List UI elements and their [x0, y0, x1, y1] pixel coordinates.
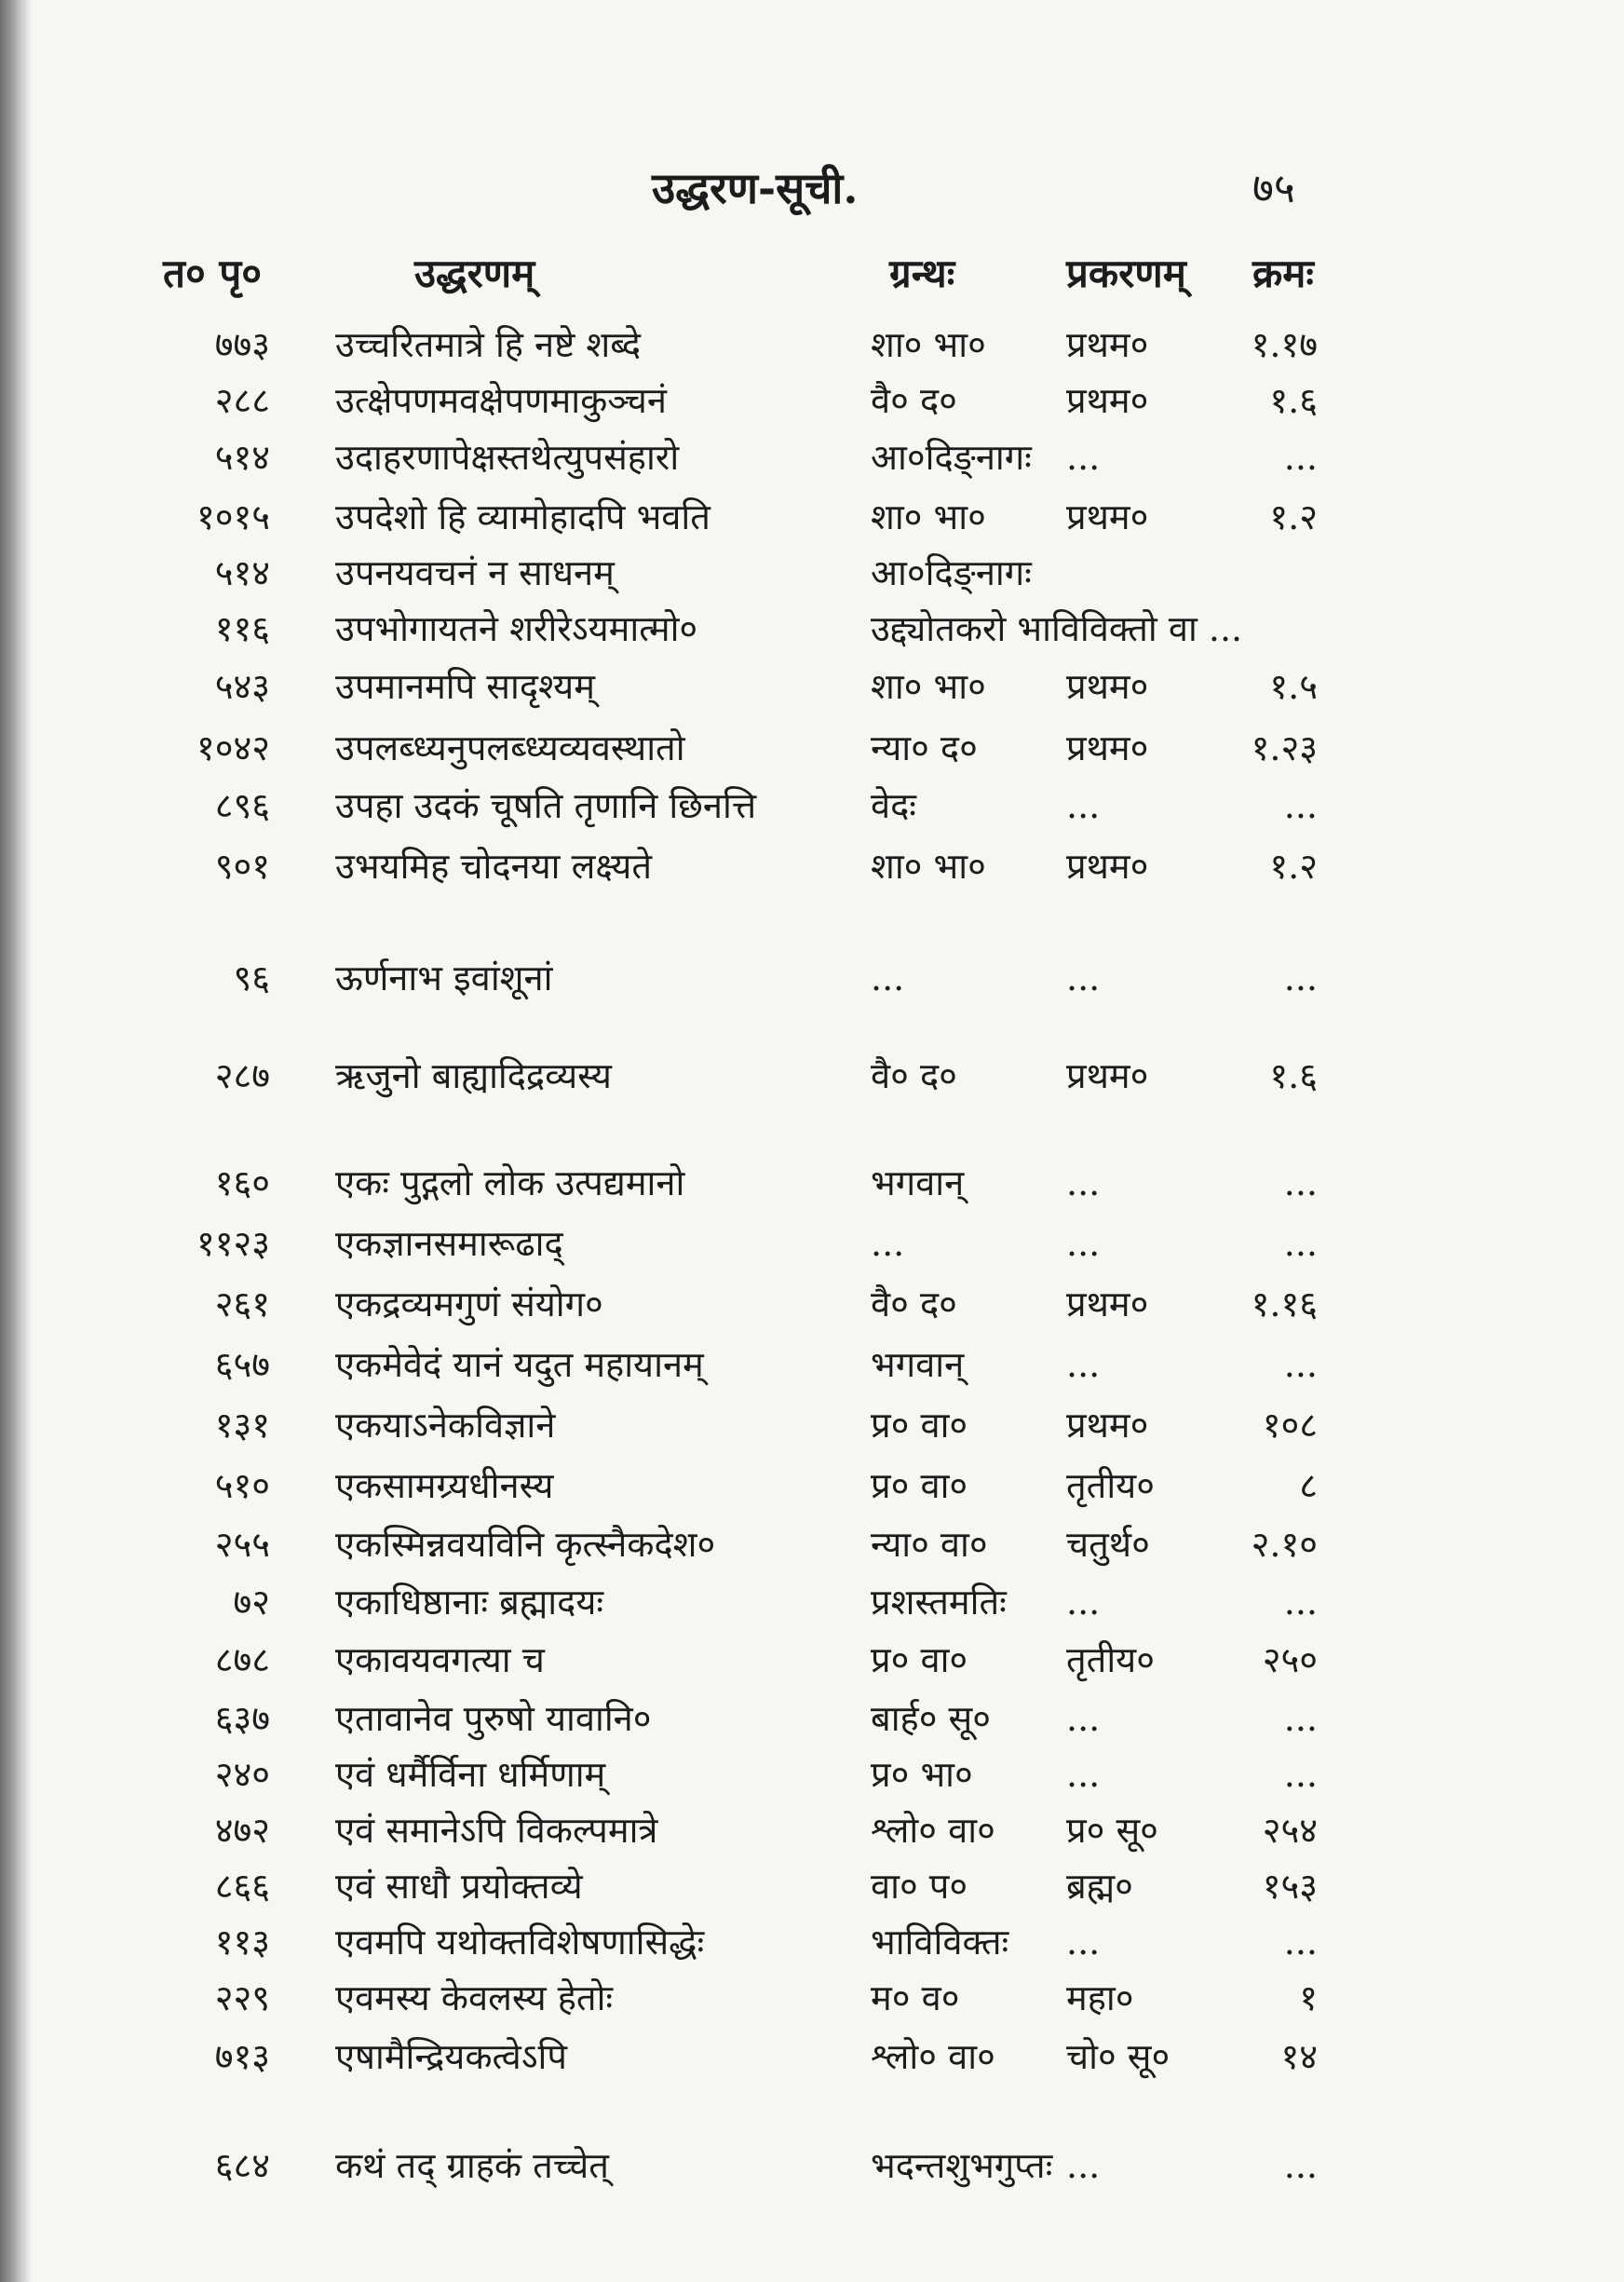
row-quote: एकमेवेदं यानं यदुत महायानम्	[335, 1344, 704, 1385]
row-text: न्या० द०	[871, 727, 978, 768]
row-section: प्रथम०	[1066, 727, 1149, 768]
row-section: चो० सू०	[1066, 2036, 1171, 2077]
row-section: ...	[1066, 1754, 1101, 1795]
column-header-quote: उद्धरणम्	[414, 251, 535, 296]
row-serial: २.१०	[1251, 1524, 1318, 1565]
row-text: भगवान्	[871, 1162, 965, 1203]
row-quote: एवमस्य केवलस्य हेतोः	[335, 1977, 614, 2018]
table-row	[0, 843, 1624, 899]
table-row	[0, 1695, 1624, 1751]
row-text: वा० प०	[871, 1866, 968, 1907]
row-section: ...	[1066, 1344, 1101, 1385]
row-serial: ...	[1283, 1922, 1318, 1963]
row-serial: १.१७	[1251, 324, 1318, 365]
row-section: प्र० सू०	[1066, 1810, 1158, 1851]
row-quote: एकस्मिन्नवयविनि कृत्स्नैकदेश०	[335, 1524, 716, 1565]
row-text: ...	[871, 958, 905, 998]
table-row	[0, 1975, 1624, 2031]
row-quote: उदाहरणापेक्षस्तथेत्युपसंहारो	[335, 437, 680, 478]
table-row	[0, 1341, 1624, 1397]
row-section: प्रथम०	[1066, 666, 1149, 707]
row-serial: १	[1299, 1977, 1318, 2018]
row-quote: एषामैन्द्रियकत्वेऽपि	[335, 2036, 567, 2077]
row-text: प्रशस्तमतिः	[871, 1582, 1007, 1623]
row-serial: ...	[1283, 1223, 1318, 1264]
row-text: भगवान्	[871, 1344, 965, 1385]
table-row	[0, 1462, 1624, 1518]
row-section: महा०	[1066, 1977, 1134, 2018]
row-page-ref: ९०१	[214, 846, 270, 887]
row-page-ref: ९६	[233, 958, 270, 998]
row-quote: एवमपि यथोक्तविशेषणासिद्धेः	[335, 1922, 705, 1963]
row-page-ref: १०१५	[196, 496, 270, 537]
row-section: ब्रह्म०	[1066, 1866, 1133, 1907]
row-quote: एवं समानेऽपि विकल्पमात्रे	[335, 1810, 658, 1851]
table-row	[0, 1160, 1624, 1216]
table-row	[0, 1053, 1624, 1108]
row-text: शा० भा०	[871, 666, 986, 707]
row-serial: १.१६	[1251, 1284, 1318, 1324]
table-row	[0, 494, 1624, 550]
row-text: शा० भा०	[871, 324, 986, 365]
row-section: ...	[1066, 1162, 1101, 1203]
row-section: प्रथम०	[1066, 1055, 1149, 1096]
row-text: वै० द०	[871, 380, 957, 421]
row-quote: एकयाऽनेकविज्ञाने	[335, 1405, 556, 1446]
row-text: भाविविक्तः	[871, 1922, 1009, 1963]
row-quote: ऊर्णनाभ इवांशूनां	[335, 958, 553, 998]
row-text: प्र० भा०	[871, 1754, 973, 1795]
column-header-serial: क्रमः	[1252, 251, 1314, 296]
row-quote: कथं तद् ग्राहकं तच्चेत्	[335, 2145, 609, 2186]
row-section: ...	[1066, 437, 1101, 478]
row-text: आ०दिङ्नागः	[871, 437, 1032, 478]
row-quote: उपहा उदकं चूषति तृणानि छिनत्ति	[335, 785, 757, 826]
table-row	[0, 1751, 1624, 1807]
row-page-ref: २२९	[214, 1977, 270, 2018]
row-text: प्र० वा०	[871, 1639, 968, 1680]
row-page-ref: ७७३	[214, 324, 270, 365]
row-section: ...	[1066, 958, 1101, 998]
row-section: तृतीय०	[1066, 1639, 1155, 1680]
row-text: श्लो० वा०	[871, 1810, 995, 1851]
row-page-ref: ४७२	[214, 1810, 270, 1851]
row-serial: २५०	[1262, 1639, 1318, 1680]
row-serial: १५३	[1262, 1866, 1318, 1907]
column-header-text: ग्रन्थः	[889, 251, 955, 296]
row-page-ref: ५१४	[214, 552, 270, 593]
row-page-ref: २४०	[214, 1754, 270, 1795]
row-section: ...	[1066, 1223, 1101, 1264]
row-text: शा० भा०	[871, 846, 986, 887]
row-text: उद्द्योतकरो भाविविक्तो वा ...	[871, 608, 1243, 649]
row-quote: उपदेशो हि व्यामोहादपि भवति	[335, 496, 710, 537]
row-section: ...	[1066, 785, 1101, 826]
row-serial: २५४	[1262, 1810, 1318, 1851]
table-row	[0, 1579, 1624, 1635]
row-serial: १.२	[1269, 846, 1318, 887]
row-page-ref: २५५	[214, 1524, 270, 1565]
row-serial: ...	[1283, 2145, 1318, 2186]
row-quote: उत्क्षेपणमवक्षेपणमाकुञ्चनं	[335, 380, 668, 421]
row-text: भदन्तशुभगुप्तः	[871, 2145, 1053, 2186]
row-section: चतुर्थ०	[1066, 1524, 1150, 1565]
row-serial: ...	[1283, 1582, 1318, 1623]
row-text: प्र० वा०	[871, 1465, 968, 1506]
row-quote: एवं धर्मैर्विना धर्मिणाम्	[335, 1754, 606, 1795]
row-serial: १.२	[1269, 496, 1318, 537]
table-row	[0, 321, 1624, 377]
row-page-ref: ५१४	[214, 437, 270, 478]
row-quote: उभयमिह चोदनया लक्ष्यते	[335, 846, 652, 887]
row-serial: १०८	[1262, 1405, 1318, 1446]
row-quote: एकावयवगत्या च	[335, 1639, 545, 1680]
table-row	[0, 550, 1624, 605]
row-page-ref: ६३७	[214, 1698, 270, 1739]
row-text: वै० द०	[871, 1284, 957, 1324]
page-number: ७५	[1252, 165, 1295, 212]
row-section: ...	[1066, 1698, 1101, 1739]
row-section: ...	[1066, 1582, 1101, 1623]
row-page-ref: ५१०	[214, 1465, 270, 1506]
table-row	[0, 2033, 1624, 2089]
row-section: प्रथम०	[1066, 1405, 1149, 1446]
table-row	[0, 1521, 1624, 1577]
row-page-ref: २८७	[214, 1055, 270, 1096]
table-row	[0, 955, 1624, 1011]
row-text: वै० द०	[871, 1055, 957, 1096]
row-text: श्लो० वा०	[871, 2036, 995, 2077]
row-quote: उपनयवचनं न साधनम्	[335, 552, 615, 593]
row-quote: एवं साधौ प्रयोक्तव्ये	[335, 1866, 583, 1907]
row-text: शा० भा०	[871, 496, 986, 537]
table-row	[0, 605, 1624, 661]
row-serial: ...	[1283, 1698, 1318, 1739]
row-text: ...	[871, 1223, 905, 1264]
row-text: न्या० वा०	[871, 1524, 988, 1565]
row-page-ref: ११३	[214, 1922, 270, 1963]
row-quote: उच्चरितमात्रे हि नष्टे शब्दे	[335, 324, 642, 365]
row-serial: १४	[1280, 2036, 1318, 2077]
row-serial: ...	[1283, 1162, 1318, 1203]
column-header-page: त० पृ०	[163, 251, 263, 296]
row-page-ref: ७२	[233, 1582, 270, 1623]
row-serial: १.६	[1269, 1055, 1318, 1096]
row-section: प्रथम०	[1066, 496, 1149, 537]
row-quote: एकज्ञानसमारूढाद्	[335, 1223, 563, 1264]
row-quote: एकद्रव्यमगुणं संयोग०	[335, 1284, 603, 1324]
row-page-ref: १०४२	[196, 727, 270, 768]
row-text: म० व०	[871, 1977, 960, 2018]
row-quote: एकाधिष्ठानाः ब्रह्मादयः	[335, 1582, 604, 1623]
row-quote: उपमानमपि सादृश्यम्	[335, 666, 595, 707]
row-section: तृतीय०	[1066, 1465, 1155, 1506]
row-text: बार्ह० सू०	[871, 1698, 992, 1739]
row-page-ref: ८९६	[214, 785, 270, 826]
row-page-ref: २६१	[214, 1284, 270, 1324]
table-row	[0, 1807, 1624, 1863]
row-page-ref: ८७८	[214, 1639, 270, 1680]
row-serial: १.६	[1269, 380, 1318, 421]
table-row	[0, 2142, 1624, 2198]
table-row	[0, 434, 1624, 490]
row-section: प्रथम०	[1066, 380, 1149, 421]
table-row	[0, 1863, 1624, 1919]
row-serial: ...	[1283, 437, 1318, 478]
row-section: ...	[1066, 1922, 1101, 1963]
row-page-ref: ८६६	[214, 1866, 270, 1907]
table-row	[0, 1637, 1624, 1692]
table-row	[0, 377, 1624, 433]
row-serial: ...	[1283, 958, 1318, 998]
row-page-ref: ११६	[214, 608, 270, 649]
row-page-ref: ६८४	[214, 2145, 270, 2186]
row-serial: ...	[1283, 1344, 1318, 1385]
row-quote: ऋजुनो बाह्यादिद्रव्यस्य	[335, 1055, 612, 1096]
table-row	[0, 782, 1624, 838]
row-serial: ...	[1283, 1754, 1318, 1795]
table-row	[0, 1220, 1624, 1276]
row-page-ref: २८८	[214, 380, 270, 421]
row-section: प्रथम०	[1066, 324, 1149, 365]
row-section: प्रथम०	[1066, 846, 1149, 887]
row-page-ref: १६०	[214, 1162, 270, 1203]
table-row	[0, 1919, 1624, 1975]
row-page-ref: ६५७	[214, 1344, 270, 1385]
row-section: ...	[1066, 2145, 1101, 2186]
table-row	[0, 663, 1624, 719]
row-text: वेदः	[871, 785, 916, 826]
row-serial: १.२३	[1251, 727, 1318, 768]
row-section: प्रथम०	[1066, 1284, 1149, 1324]
row-quote: उपलब्ध्यनुपलब्ध्यव्यवस्थातो	[335, 727, 685, 768]
table-row	[0, 725, 1624, 781]
row-page-ref: ११२३	[196, 1223, 270, 1264]
column-header-section: प्रकरणम्	[1066, 251, 1186, 296]
row-quote: उपभोगायतने शरीरेऽयमात्मो०	[335, 608, 698, 649]
row-text: आ०दिङ्नागः	[871, 552, 1032, 593]
row-page-ref: ७१३	[214, 2036, 270, 2077]
row-serial: ...	[1283, 785, 1318, 826]
page-title: उद्धरण-सूची.	[652, 163, 859, 213]
row-quote: एकः पुद्गलो लोक उत्पद्यमानो	[335, 1162, 685, 1203]
row-quote: एतावानेव पुरुषो यावानि०	[335, 1698, 652, 1739]
table-row	[0, 1402, 1624, 1458]
row-page-ref: १३१	[214, 1405, 270, 1446]
row-serial: १.५	[1269, 666, 1318, 707]
row-text: प्र० वा०	[871, 1405, 968, 1446]
row-page-ref: ५४३	[214, 666, 270, 707]
row-serial: ८	[1299, 1465, 1318, 1506]
table-row	[0, 1281, 1624, 1337]
row-quote: एकसामग्र्यधीनस्य	[335, 1465, 554, 1506]
